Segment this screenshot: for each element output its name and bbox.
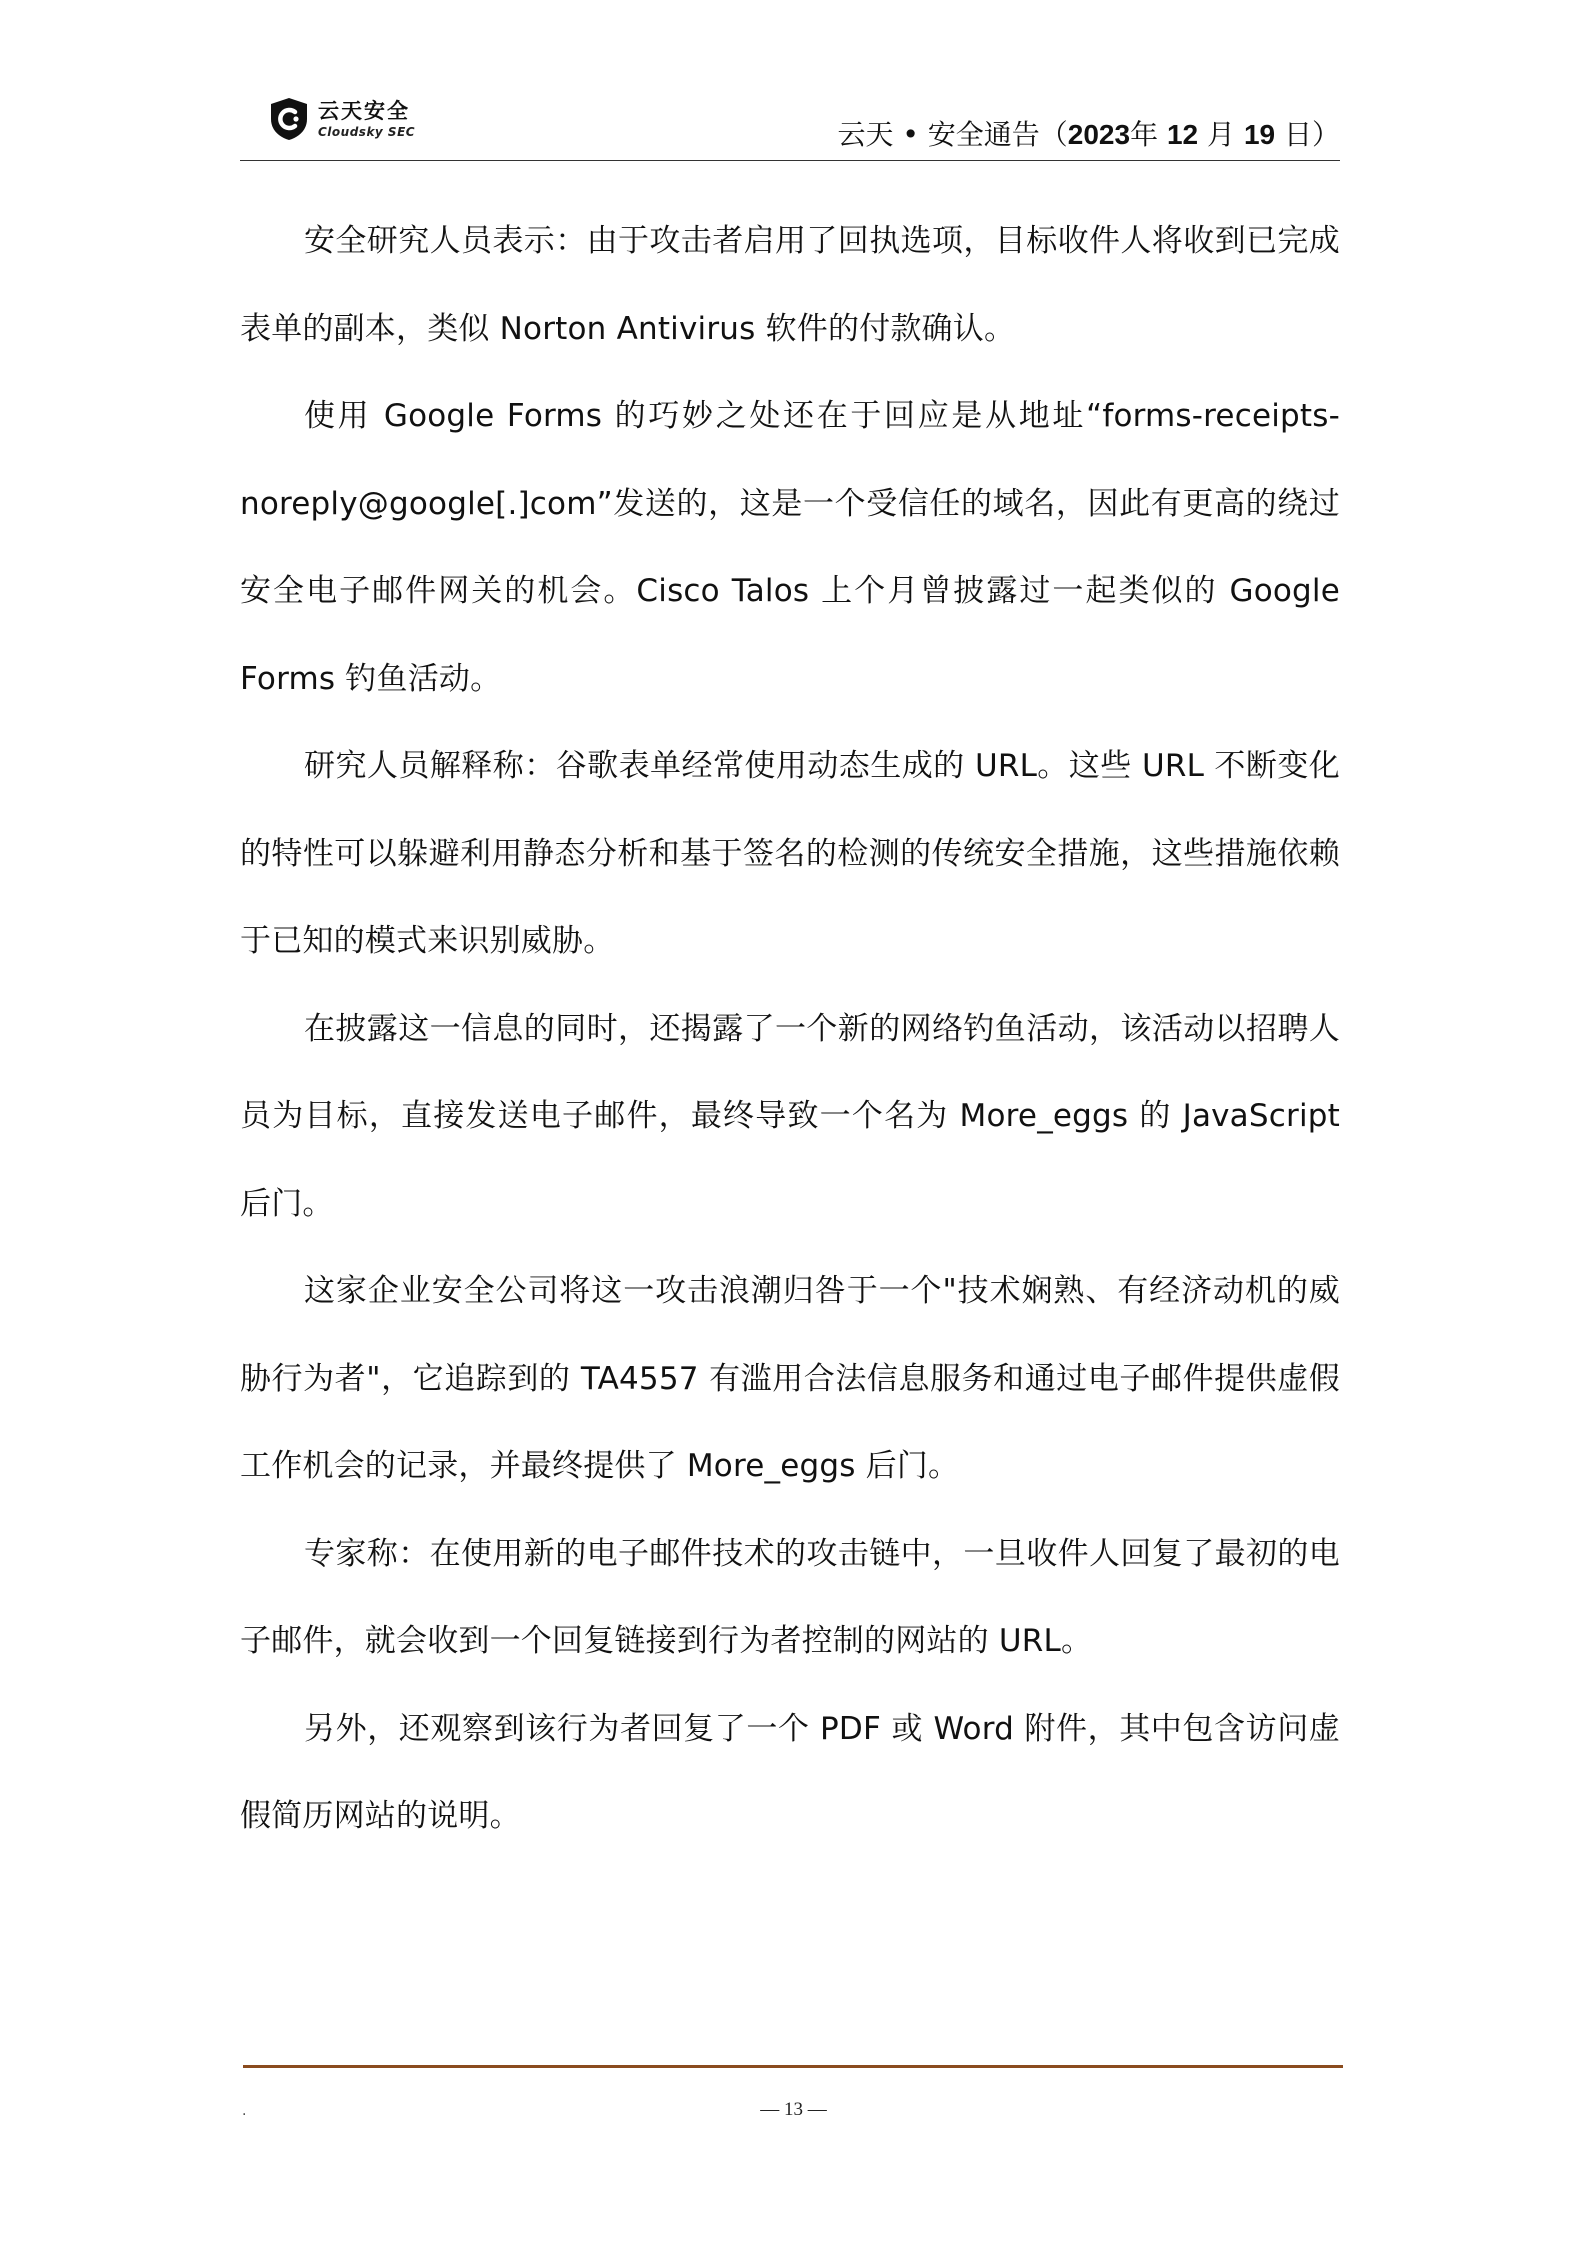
paragraph: 在披露这一信息的同时，还揭露了一个新的网络钓鱼活动，该活动以招聘人员为目标，直接发送电子邮件，最终导致一个名为 More_eggs 的 JavaScript 后门。	[240, 1010, 1340, 1222]
page-header	[240, 95, 1340, 160]
logo-text	[318, 98, 416, 139]
paragraph: 使用 Google Forms 的巧妙之处还在于回应是从地址“forms-receipts-noreply@google[.]com”发送的，这是一个受信任的域名，因此有更高的绕过安全电子邮件网关的机会。Cisco Talos 上个月曾披露过一起类似的 Google Forms 钓鱼活动。	[240, 398, 1340, 697]
footer-divider	[243, 2065, 1343, 2068]
bulletin-month-unit: 月	[1198, 118, 1244, 151]
footer-mark: .	[242, 2103, 247, 2119]
bulletin-day: 19	[1243, 119, 1276, 150]
bulletin-month: 12	[1166, 119, 1199, 150]
header-divider	[240, 160, 1340, 161]
bulletin-year: 2023	[1067, 119, 1131, 150]
logo-english-name: Cloudsky SEC	[318, 124, 416, 139]
bulletin-title	[837, 113, 1340, 153]
article-body	[240, 198, 1340, 1861]
logo-chinese-name: 云天安全	[318, 98, 410, 123]
page-number: — 13 —	[760, 2099, 827, 2120]
paragraph: 这家企业安全公司将这一攻击浪潮归咎于一个"技术娴熟、有经济动机的威胁行为者"，它追踪到的 TA4557 有滥用合法信息服务和通过电子邮件提供虚假工作机会的记录，并最终提供了 More_eggs 后门。	[240, 1273, 1340, 1484]
paragraph: 专家称：在使用新的电子邮件技术的攻击链中，一旦收件人回复了最初的电子邮件，就会收到一个回复链接到行为者控制的网站的 URL。	[240, 1535, 1340, 1659]
paragraph: 安全研究人员表示：由于攻击者启用了回执选项，目标收件人将收到已完成表单的副本，类似 Norton Antivirus 软件的付款确认。	[240, 223, 1340, 347]
bulletin-title-prefix: 云天 • 安全通告（	[837, 118, 1068, 151]
paragraph: 另外，还观察到该行为者回复了一个 PDF 或 Word 附件，其中包含访问虚假简历网站的说明。	[240, 1710, 1340, 1834]
bulletin-day-unit: 日）	[1275, 118, 1340, 151]
paragraph: 研究人员解释称：谷歌表单经常使用动态生成的 URL。这些 URL 不断变化的特性可以躲避利用静态分析和基于签名的检测的传统安全措施，这些措施依赖于已知的模式来识别威胁。	[240, 748, 1340, 959]
bulletin-year-unit: 年	[1130, 118, 1167, 151]
logo	[268, 97, 415, 141]
cloudsky-shield-logo-icon	[268, 97, 310, 141]
